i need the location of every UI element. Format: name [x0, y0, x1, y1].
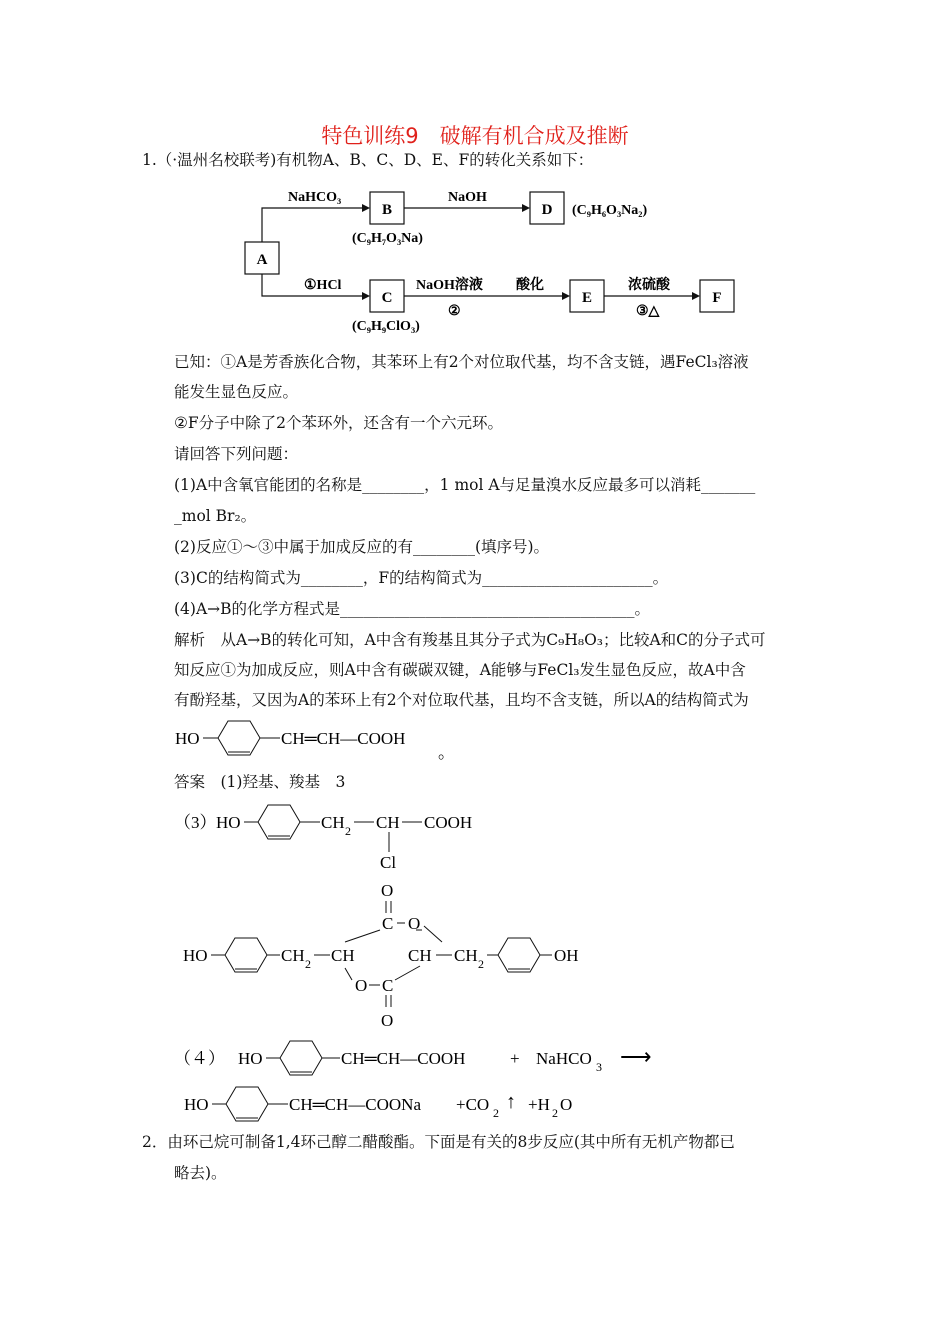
co2-sub: 2	[493, 1106, 499, 1120]
known-condition-2: ②F分子中除了2个苯环外，还含有一个六元环。	[174, 414, 504, 432]
reagent-hcl: ①HCl	[304, 278, 342, 293]
h2o-o-label: O	[560, 1095, 573, 1114]
sub-question-1b: _mol Br₂。	[174, 507, 257, 525]
answer-4-label: （４）	[174, 1049, 225, 1068]
analysis-line-2: 知反应①为加成反应，则A中含有碳碳双键，A能够与FeCl₃发生显色反应，故A中含	[174, 661, 746, 679]
cl-label: Cl	[380, 853, 397, 872]
carbonyl-o-top: O	[381, 881, 394, 900]
formula-d: (C₉H₆O₃Na₂)	[572, 203, 648, 218]
benzene-ring-product	[226, 1087, 268, 1121]
label-c: C	[381, 290, 393, 306]
question-2-line-2: 略去)。	[174, 1164, 227, 1182]
arrow-a-b	[262, 208, 365, 242]
benzene-ring-right	[498, 938, 540, 972]
ho-label: HO	[175, 729, 200, 748]
benzene-ring-left	[225, 938, 267, 972]
ho-left-label: HO	[183, 946, 208, 965]
ch2-subscript: 2	[345, 824, 351, 838]
label-d: D	[541, 202, 553, 218]
question-1-stem: 1.（·温州名校联考)有机物A、B、C、D、E、F的转化关系如下：	[142, 151, 594, 169]
reagent-acidify: 酸化	[516, 278, 544, 293]
equation-a-to-b	[170, 1036, 690, 1126]
reagent-h2so4: 浓硫酸	[628, 278, 670, 293]
formula-b: (C₉H₇O₃Na)	[352, 231, 423, 246]
side-chain: CH═CH—COOH	[281, 729, 406, 748]
known-condition-1b: 能发生显色反应。	[174, 383, 299, 401]
reagent-naoh: NaOH	[448, 190, 487, 205]
question-2-line-1: 2．由环己烷可制备1,4环己醇二醋酸酯。下面是有关的8步反应(其中所有无机产物都已	[142, 1133, 735, 1151]
ch-right: CH	[408, 946, 432, 965]
ho-label-product: HO	[184, 1095, 209, 1114]
ch2-right: CH	[454, 946, 478, 965]
nahco3-sub: 3	[596, 1060, 602, 1074]
gas-arrow: ↑	[506, 1091, 516, 1113]
answer-3-label: （3）	[174, 813, 217, 832]
oh-right-label: OH	[554, 946, 579, 965]
ring-o-top: O	[408, 914, 421, 933]
h2o-sub: 2	[552, 1106, 558, 1120]
known-condition-1a: 已知：①A是芳香族化合物，其苯环上有2个对位取代基，均不含支链，遇FeCl₃溶液	[174, 353, 749, 371]
ch2-left: CH	[281, 946, 305, 965]
ch-label: CH	[376, 813, 400, 832]
nahco3-label: NaHCO	[536, 1049, 592, 1068]
ho-label: HO	[216, 813, 241, 832]
step-3-label: ③△	[636, 304, 660, 319]
ch2-right-sub: 2	[478, 957, 484, 971]
question-prompt: 请回答下列问题：	[174, 445, 299, 463]
co2-label: +CO	[456, 1095, 490, 1114]
ho-label: HO	[238, 1049, 263, 1068]
sub-question-1a: (1)A中含氧官能团的名称是________，1 mol A与足量溴水反应最多可以消耗_______	[174, 476, 756, 494]
analysis-line-1: 解析 从A→B的转化可知，A中含有羧基且其分子式为C₉H₈O₃；比较A和C的分子式可	[174, 631, 766, 649]
reaction-arrow: ⟶	[620, 1044, 652, 1069]
label-f: F	[712, 290, 722, 306]
analysis-line-3: 有酚羟基，又因为A的苯环上有2个对位取代基，且均不含支链，所以A的结构简式为	[174, 691, 749, 709]
label-a: A	[256, 252, 268, 268]
benzene-ring	[280, 1041, 322, 1075]
side-chain: CH═CH—COOH	[341, 1049, 466, 1068]
page-title: 特色训练9 破解有机合成及推断	[321, 124, 629, 148]
sub-question-2: (2)反应①～③中属于加成反应的有________(填序号)。	[174, 538, 550, 556]
reaction-scheme	[240, 180, 760, 340]
benzene-ring	[258, 805, 300, 839]
step-2-label: ②	[448, 304, 461, 319]
ch2-label: CH	[321, 813, 345, 832]
side-chain-product: CH═CH—COONa	[289, 1095, 421, 1114]
formula-c: (C₉H₉ClO₃)	[352, 319, 420, 334]
answer-line: 答案 (1)羟基、羧基 3	[174, 773, 346, 791]
label-e: E	[581, 290, 593, 306]
ch-left: CH	[331, 946, 355, 965]
carbonyl-c-bottom: C	[382, 976, 394, 995]
ch2-left-sub: 2	[305, 957, 311, 971]
structure-f	[180, 876, 600, 1036]
reagent-nahco3: NaHCO₃	[288, 190, 342, 205]
h2o-h-label: +H	[528, 1095, 550, 1114]
carbonyl-o-bottom: O	[381, 1011, 394, 1030]
ring-o-bottom: O	[355, 976, 368, 995]
benzene-ring	[218, 721, 260, 755]
cooh-label: COOH	[424, 813, 473, 832]
structure-c	[170, 800, 490, 875]
sub-question-3: (3)C的结构简式为________，F的结构简式为______________________。	[174, 569, 669, 587]
carbonyl-c-top: C	[382, 914, 394, 933]
reagent-naoh-solution: NaOH溶液	[416, 278, 483, 293]
period: 。	[438, 743, 455, 760]
sub-question-4: (4)A→B的化学方程式是______________________________________。	[174, 600, 651, 618]
structure-a	[170, 716, 470, 760]
plus-sign: +	[510, 1049, 520, 1068]
label-b: B	[381, 202, 393, 218]
